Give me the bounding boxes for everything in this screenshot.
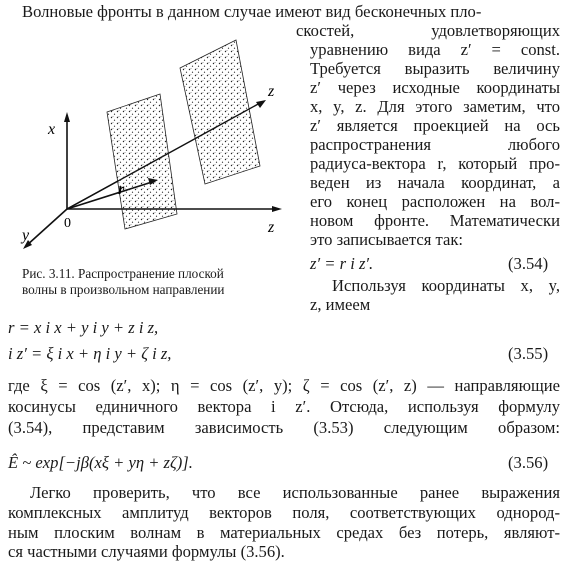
text-line-p7: ся частными случаями формулы (3.56). <box>8 542 285 561</box>
x-axis-arrow <box>64 112 70 122</box>
text-line-r6: z′ является проекцией на ось <box>310 116 560 135</box>
figure-3-11 <box>20 14 290 264</box>
y-axis <box>26 209 67 246</box>
text-line-r2: уравнению вида z′ = const. <box>310 40 560 59</box>
text-line-p1: где ξ = cos (z′, x); η = cos (z′, y); ζ = cos (z′, z) — направляющие <box>8 376 560 395</box>
text-line-r3: Требуется выразить величину <box>310 59 560 78</box>
text-line-r7: распространения любого <box>310 135 560 154</box>
label-y: y <box>22 227 30 244</box>
text-line-p2: косинусы единичного вектора i z′. Отсюда, используя формулу <box>8 397 560 416</box>
label-z: z <box>268 219 275 236</box>
text-line-r4: z′ через исходные координаты <box>310 78 560 97</box>
text-line-r13: Используя координаты x, y, <box>332 276 560 295</box>
equation-number-3-56: (3.56) <box>508 453 549 472</box>
text-line-r9: веден из начала координат, а <box>310 173 560 192</box>
plane-wave-diagram <box>20 14 290 264</box>
label-r: r <box>118 181 125 198</box>
text-line-p6: ным плоским волнам в материальных средах без потерь, являют- <box>8 523 560 542</box>
equation-3-56: Ê ~ exp[−jβ(xξ + yη + zζ)]. <box>8 453 193 472</box>
label-origin: 0 <box>64 216 71 231</box>
text-line-r14: z, имеем <box>310 295 371 314</box>
text-line-p4: Легко проверить, что все использованные ранее выражения <box>30 483 560 502</box>
label-x: x <box>48 121 56 138</box>
equation-number-3-54: (3.54) <box>508 254 549 273</box>
wavefront-plane-2 <box>180 40 260 184</box>
equation-3-55a: r = x i x + y i y + z i z, <box>8 318 159 337</box>
text-line-p5: комплексных амплитуд векторов поля, соответствующих однород- <box>8 503 560 522</box>
text-line-r12: это записывается так: <box>310 230 464 249</box>
caption-line-1: Рис. 3.11. Распространение плоской <box>22 266 224 281</box>
text-line-r1: скостей, удовлетворяющих <box>296 21 560 40</box>
text-line-p3: (3.54), представим зависимость (3.53) следующим образом: <box>8 418 560 437</box>
figure-caption <box>22 266 292 298</box>
text-line-r8: радиуса-вектора r, который про- <box>310 154 560 173</box>
caption-line-2: волны в произвольном направлении <box>22 282 225 297</box>
equation-3-54: z′ = r i z′. <box>310 254 374 273</box>
text-line-r11: новом фронте. Математически <box>310 211 560 230</box>
text-line-r5: x, y, z. Для этого заметим, что <box>310 97 560 116</box>
text-line-r10: его конец расположен на вол- <box>310 192 560 211</box>
z-axis-arrow <box>272 206 282 212</box>
label-zprime: z <box>268 83 275 100</box>
equation-3-55b: i z′ = ξ i x + η i y + ζ i z, <box>8 344 172 363</box>
text-line-1: Волновые фронты в данном случае имеют вид бесконечных пло- <box>22 2 482 21</box>
equation-number-3-55: (3.55) <box>508 344 549 363</box>
propagation-axis-arrow <box>256 100 266 108</box>
